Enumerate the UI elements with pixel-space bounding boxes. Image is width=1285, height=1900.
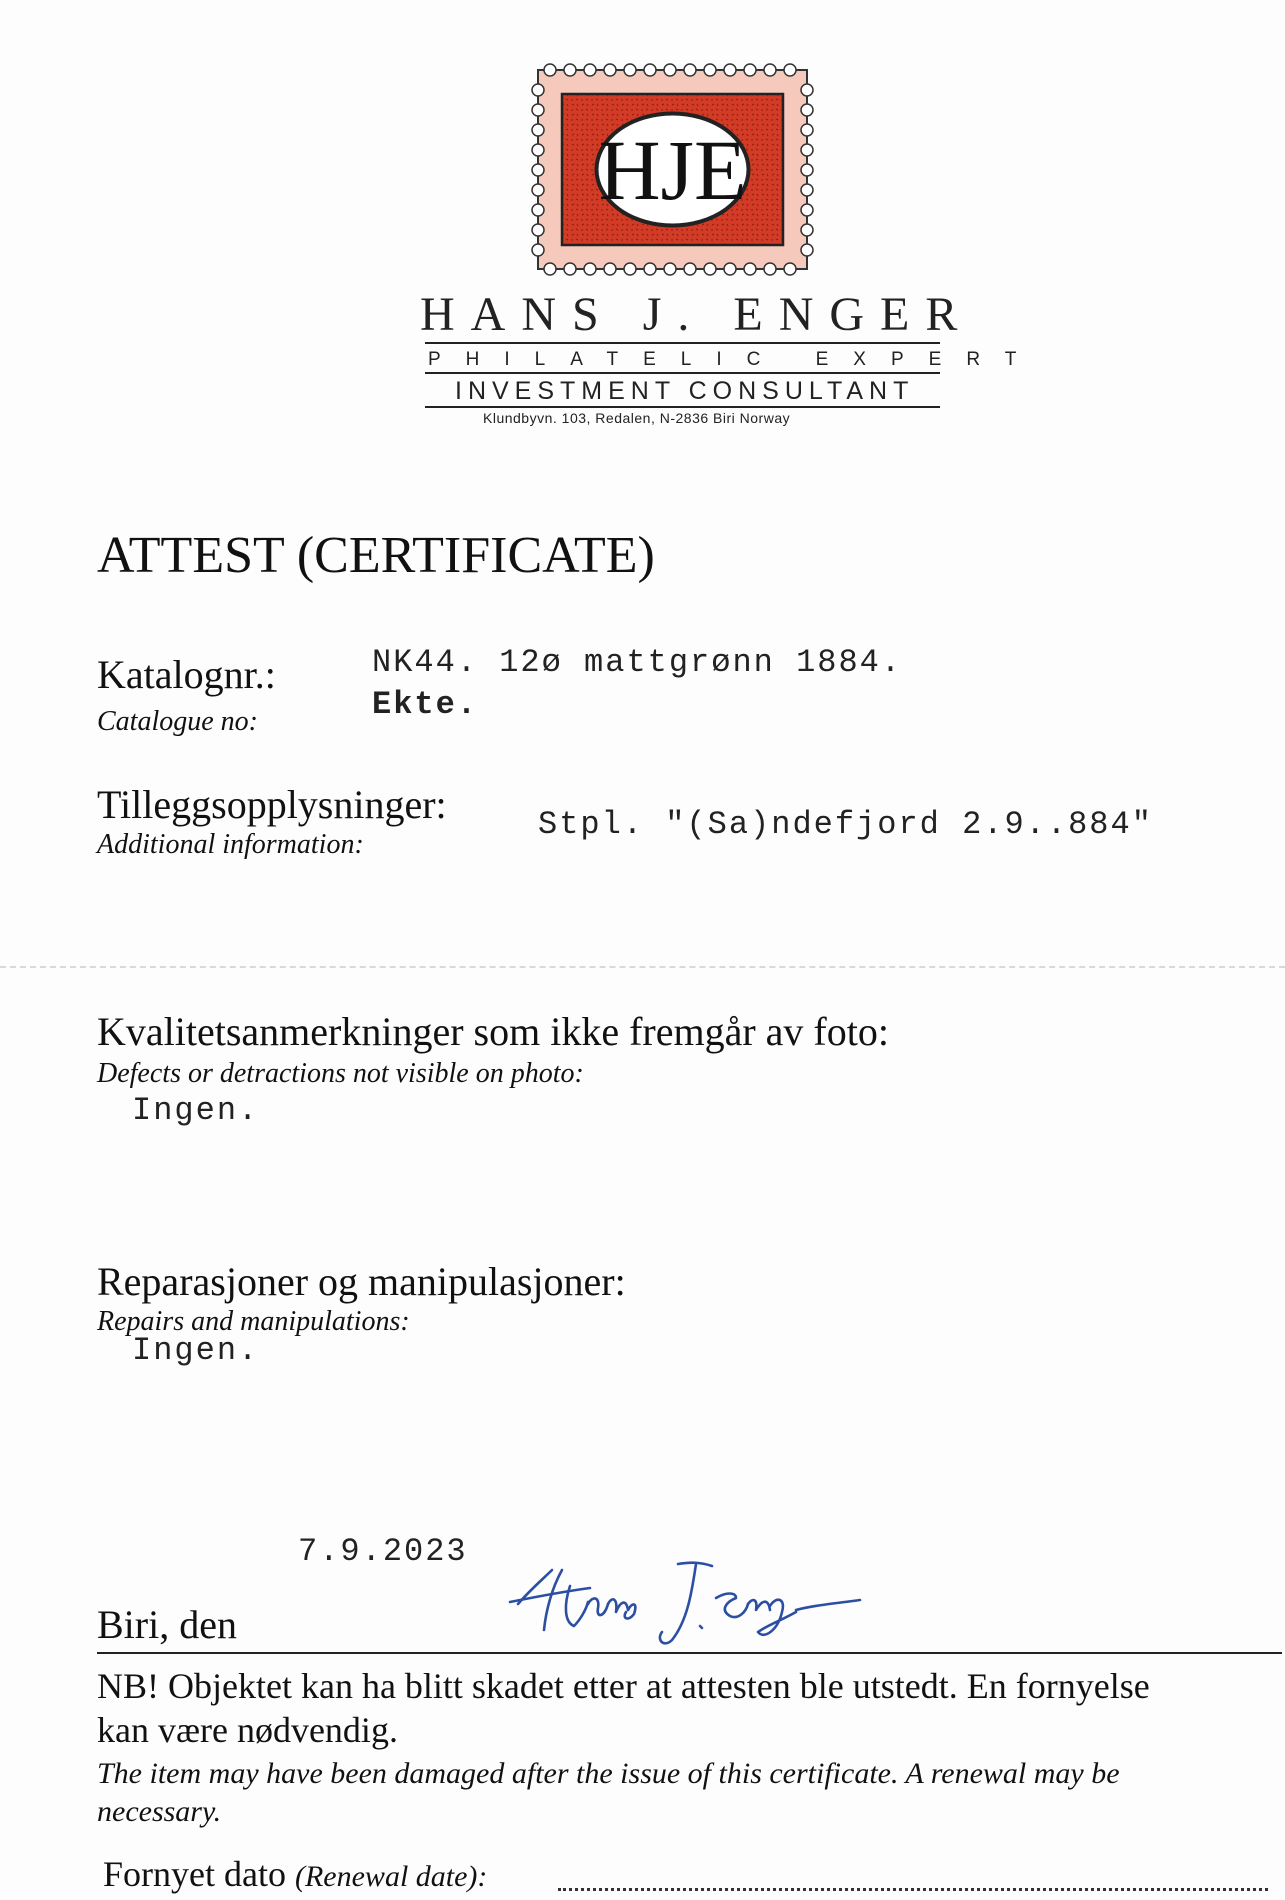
additional-info-value: Stpl. "(Sa)ndefjord 2.9..884" [538, 806, 1153, 843]
hje-stamp-logo [530, 62, 815, 277]
certificate-title: ATTEST (CERTIFICATE) [97, 527, 655, 584]
signature-line [97, 1652, 1282, 1654]
letterhead-divider-1 [425, 342, 940, 344]
additional-info-label-en: Additional information: [97, 829, 364, 860]
defects-label-en: Defects or detractions not visible on photo: [97, 1058, 584, 1089]
expert-address: Klundbyvn. 103, Redalen, N-2836 Biri Norway [483, 410, 791, 426]
handwritten-signature [500, 1540, 890, 1650]
nb-notice-en-line2: necessary. [97, 1795, 222, 1828]
repairs-value: Ingen. [132, 1332, 260, 1369]
expert-subtitle: INVESTMENT CONSULTANT [455, 377, 915, 405]
nb-notice-line2: kan være nødvendig. [97, 1710, 398, 1750]
logo-initials: HJE [598, 122, 747, 218]
repairs-label-en: Repairs and manipulations: [97, 1306, 410, 1337]
renewal-date-field [103, 1853, 487, 1895]
nb-notice-en-line1: The item may have been damaged after the issue of this certificate. A renewal may be [97, 1757, 1120, 1790]
defects-value: Ingen. [132, 1092, 260, 1129]
renewal-date-label: Fornyet dato [103, 1854, 286, 1894]
catalogue-value: NK44. 12ø mattgrønn 1884. [372, 644, 903, 681]
additional-info-label: Tilleggsopplysninger: [97, 782, 447, 827]
renewal-date-label-en: (Renewal date): [294, 1860, 488, 1893]
letterhead-divider-3 [425, 406, 940, 408]
expert-title: PHILATELIC EXPERT [428, 349, 1042, 370]
catalogue-label-en: Catalogue no: [97, 706, 258, 737]
authenticity-value: Ekte. [372, 686, 479, 723]
issue-date: 7.9.2023 [298, 1533, 468, 1570]
renewal-date-blank [558, 1888, 1268, 1891]
place-label: Biri, den [97, 1602, 237, 1647]
letterhead-divider-2 [425, 372, 940, 374]
paper-fold-line [0, 966, 1285, 968]
expert-name: HANS J. ENGER [420, 288, 974, 341]
defects-label: Kvalitetsanmerkninger som ikke fremgår av foto: [97, 1009, 889, 1054]
repairs-label: Reparasjoner og manipulasjoner: [97, 1259, 626, 1304]
catalogue-label: Katalognr.: [97, 652, 276, 697]
nb-notice-line1: NB! Objektet kan ha blitt skadet etter at attesten ble utstedt. En fornyelse [97, 1666, 1150, 1706]
